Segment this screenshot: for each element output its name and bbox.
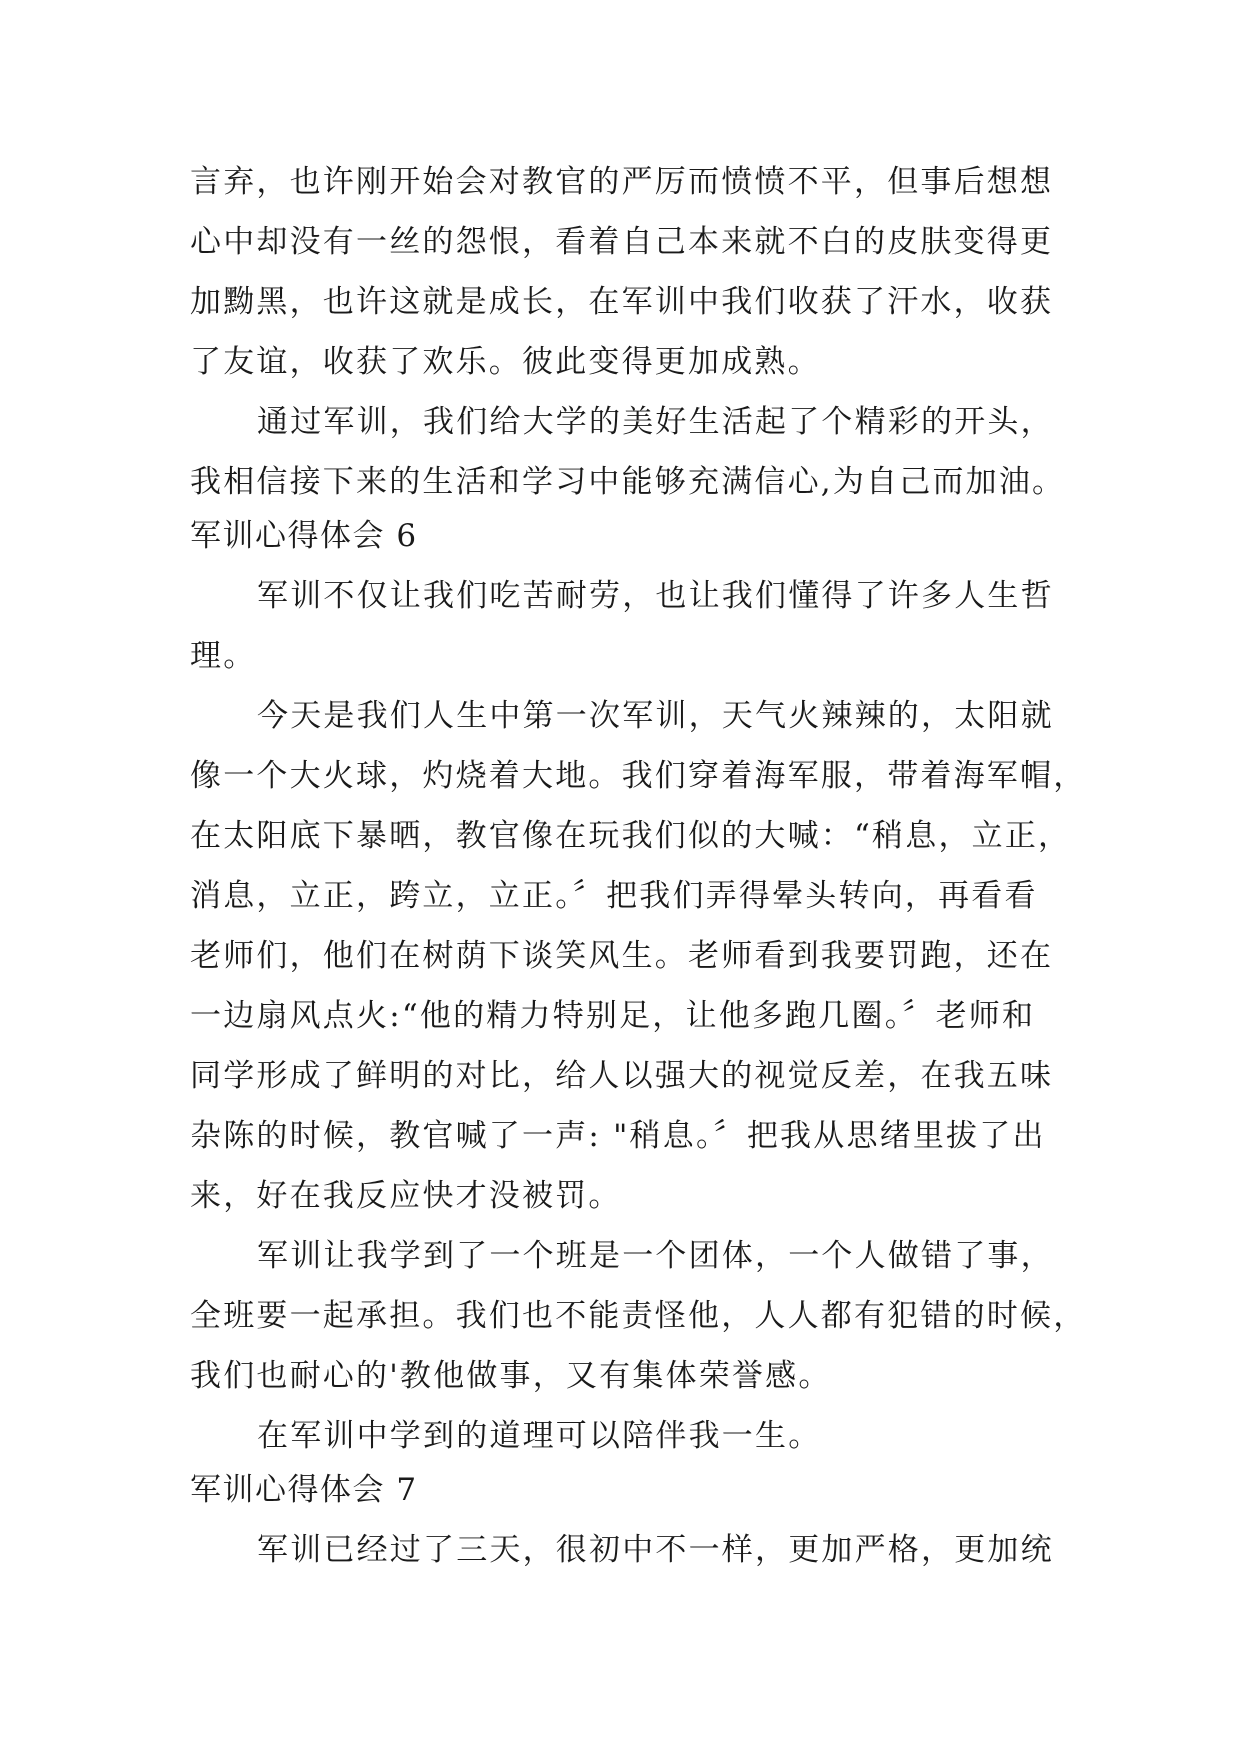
body-line: 同学形成了鲜明的对比，给人以强大的视觉反差，在我五味 bbox=[190, 1058, 1054, 1094]
paragraph-start-line: 军训让我学到了一个班是一个团体，一个人做错了事， bbox=[257, 1238, 1054, 1274]
body-line: 我们也耐心的'教他做事，又有集体荣誉感。 bbox=[190, 1358, 832, 1394]
body-line: 一边扇风点火:“他的精力特别足，让他多跑几圈。〞老师和 bbox=[190, 998, 1036, 1034]
body-line: 全班要一起承担。我们也不能责怪他，人人都有犯错的时候， bbox=[190, 1298, 1087, 1334]
body-line: 加黝黑，也许这就是成长，在军训中我们收获了汗水，收获 bbox=[190, 284, 1054, 320]
body-line: 心中却没有一丝的怨恨，看着自己本来就不白的皮肤变得更 bbox=[190, 224, 1054, 260]
body-line: 言弃，也许刚开始会对教官的严厉而愤愤不平，但事后想想 bbox=[190, 164, 1054, 200]
body-line: 理。 bbox=[190, 638, 257, 674]
body-line: 像一个大火球，灼烧着大地。我们穿着海军服，带着海军帽， bbox=[190, 758, 1087, 794]
body-line: 老师们，他们在树荫下谈笑风生。老师看到我要罚跑，还在 bbox=[190, 938, 1054, 974]
paragraph-start-line: 今天是我们人生中第一次军训，天气火辣辣的，太阳就 bbox=[257, 698, 1054, 734]
body-line: 了友谊，收获了欢乐。彼此变得更加成熟。 bbox=[190, 344, 821, 380]
section-heading: 军训心得体会 6 bbox=[190, 518, 418, 554]
paragraph-start-line: 军训不仅让我们吃苦耐劳，也让我们懂得了许多人生哲 bbox=[257, 578, 1054, 614]
paragraph-start-line: 在军训中学到的道理可以陪伴我一生。 bbox=[257, 1418, 822, 1454]
body-line: 在太阳底下暴晒，教官像在玩我们似的大喊：“稍息，立正， bbox=[190, 818, 1072, 854]
paragraph-start-line: 军训已经过了三天，很初中不一样，更加严格，更加统 bbox=[257, 1532, 1054, 1568]
body-line: 消息，立正，跨立，立正。〞把我们弄得晕头转向，再看看 bbox=[190, 878, 1038, 914]
body-line: 来，好在我反应快才没被罚。 bbox=[190, 1178, 622, 1214]
body-line: 杂陈的时候，教官喊了一声: "稍息。〞把我从思绪里拔了出 bbox=[190, 1118, 1046, 1154]
paragraph-start-line: 通过军训，我们给大学的美好生活起了个精彩的开头， bbox=[257, 404, 1054, 440]
section-heading: 军训心得体会 7 bbox=[190, 1472, 418, 1508]
body-line: 我相信接下来的生活和学习中能够充满信心,为自己而加油。 bbox=[190, 464, 1066, 500]
